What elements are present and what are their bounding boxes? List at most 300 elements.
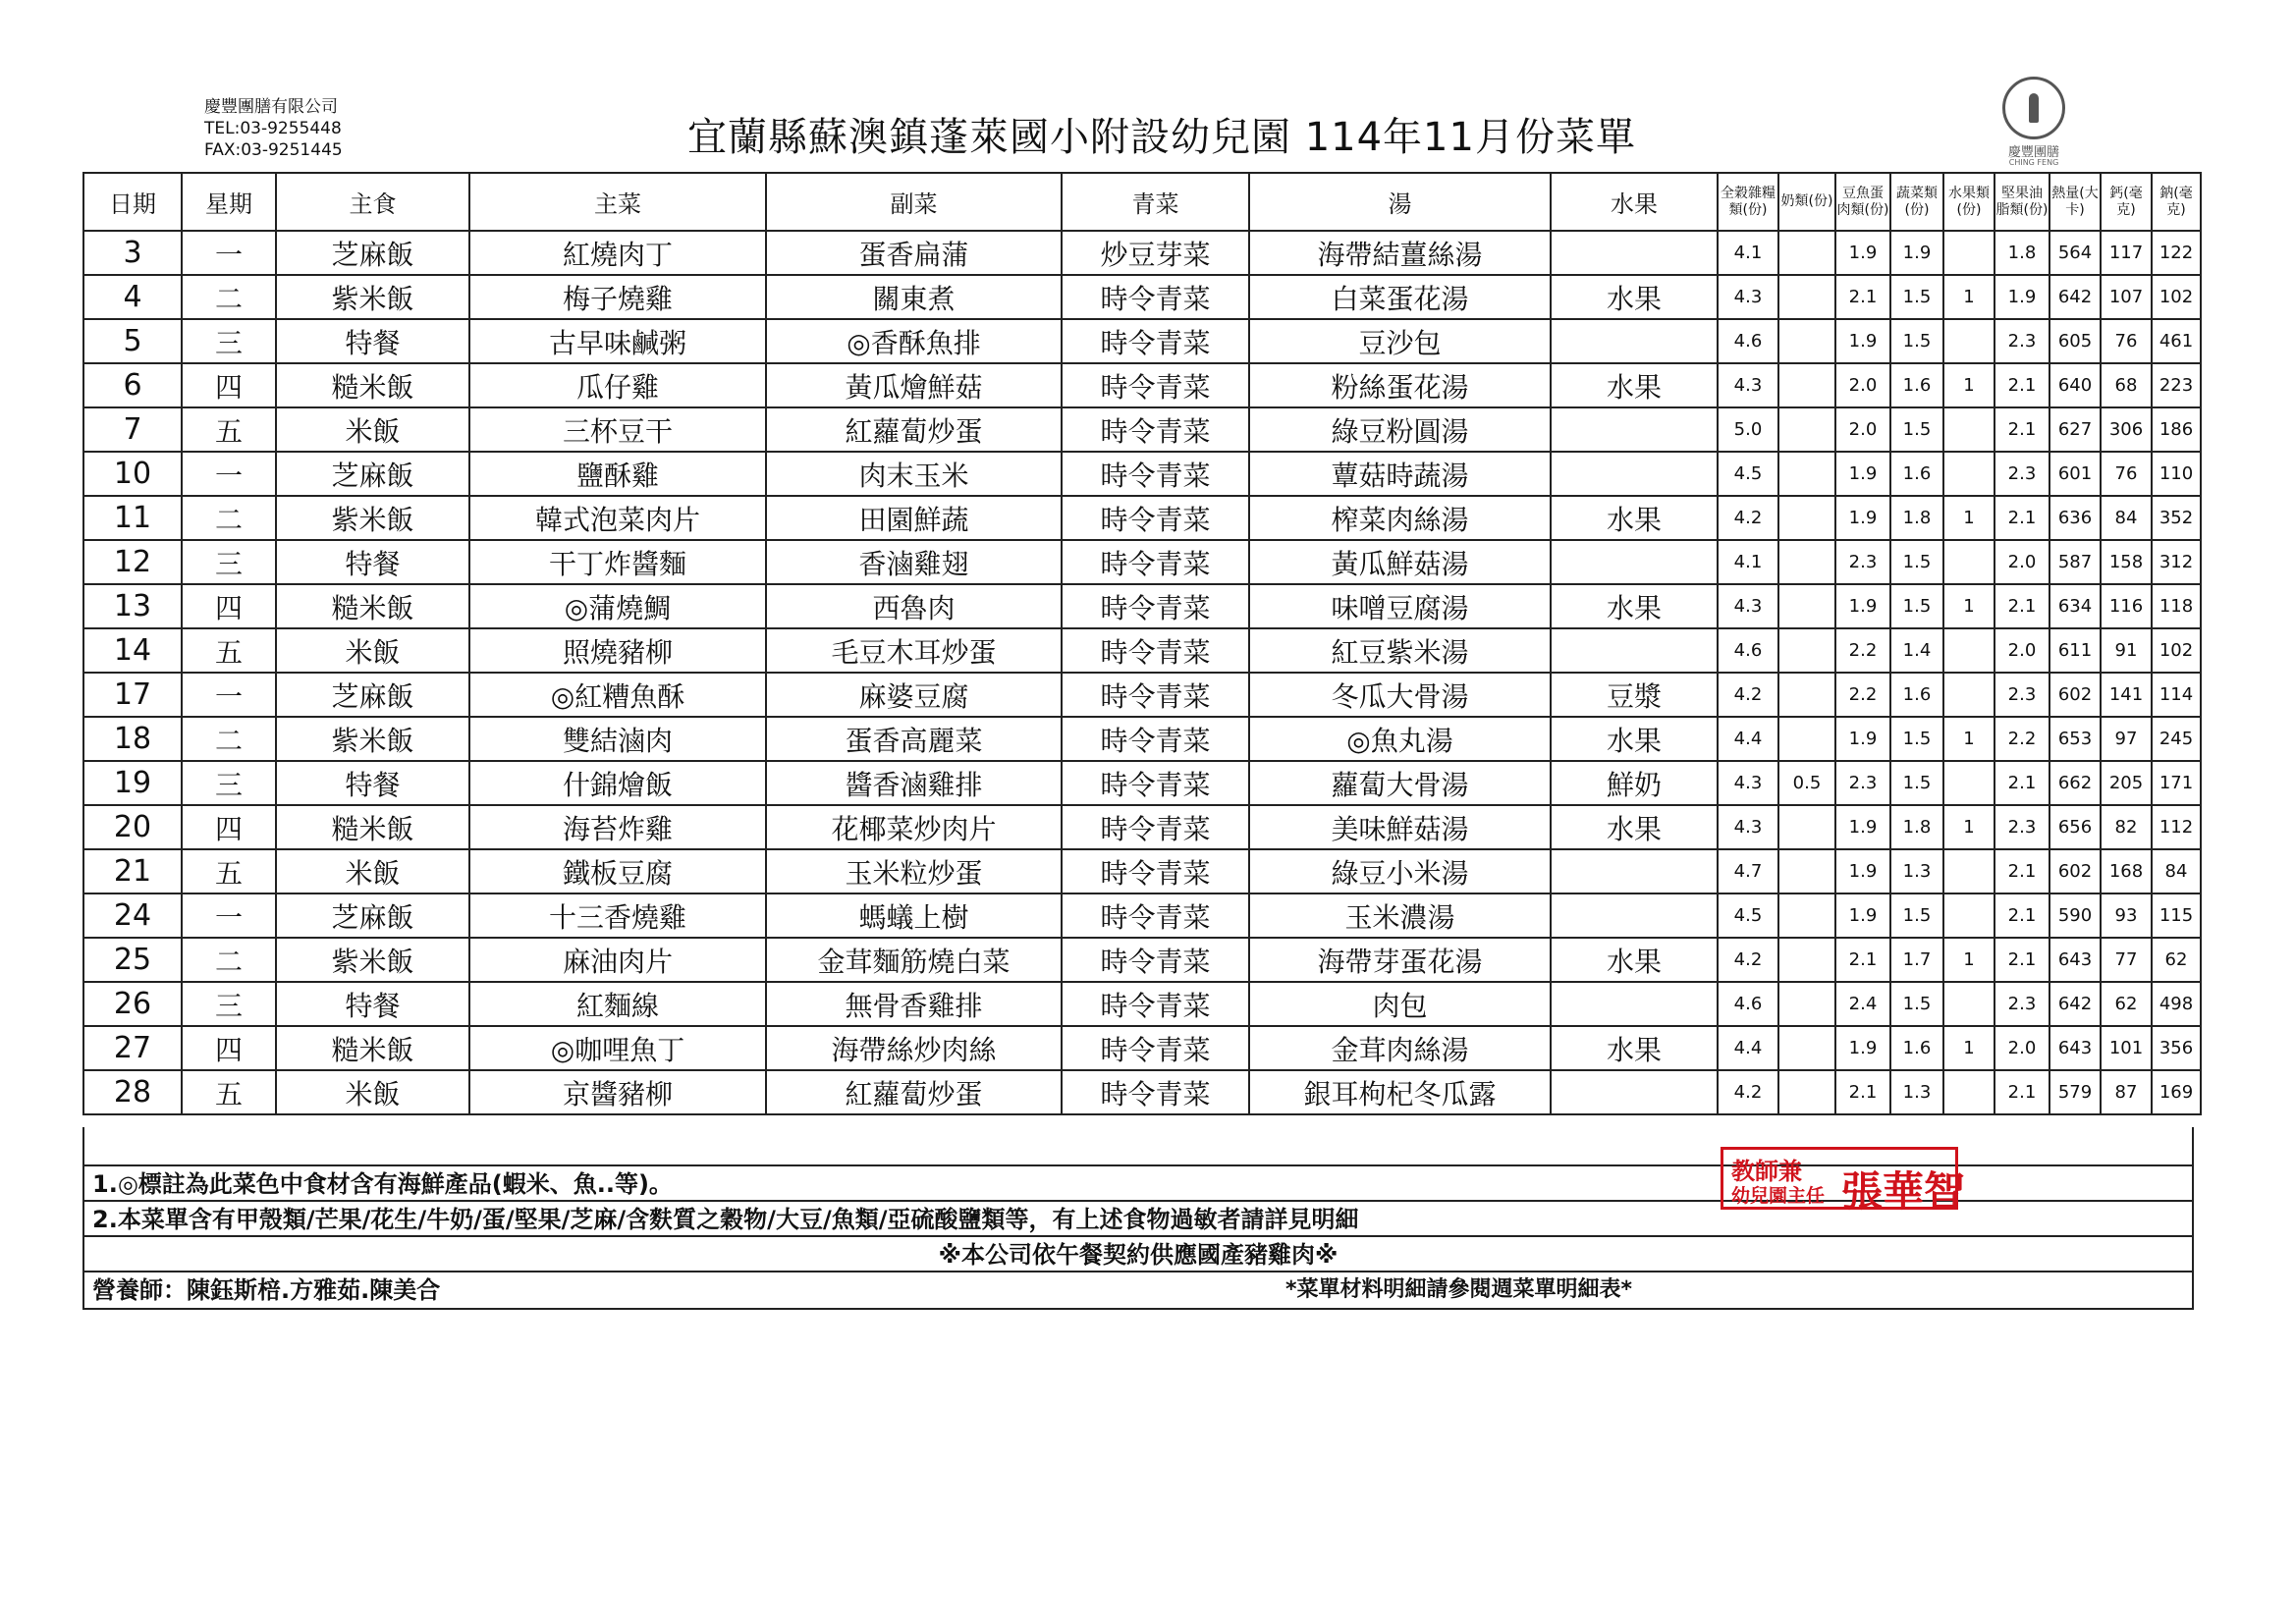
table-row bbox=[83, 363, 2201, 407]
cell-calories: 611 bbox=[2049, 628, 2101, 673]
menu-title: 宜蘭縣蘇澳鎮蓬萊國小附設幼兒園 114年11月份菜單 bbox=[687, 115, 1636, 160]
cell-main-dish: 十三香燒雞 bbox=[469, 893, 766, 938]
cell-oil-nuts: 2.1 bbox=[1994, 849, 2049, 893]
cell-vegetable: 時令青菜 bbox=[1062, 628, 1249, 673]
header-cell: 奶類(份) bbox=[1778, 173, 1835, 231]
cell-protein: 2.0 bbox=[1835, 363, 1890, 407]
cell-date: 26 bbox=[83, 982, 182, 1026]
cell-dairy bbox=[1778, 231, 1835, 275]
cell-oil-nuts: 2.1 bbox=[1994, 584, 2049, 628]
cell-main-dish: 紅燒肉丁 bbox=[469, 231, 766, 275]
cell-veg-servings: 1.8 bbox=[1890, 496, 1943, 540]
logo-subtext: CHING FENG bbox=[2008, 158, 2059, 167]
cell-calories: 642 bbox=[2049, 275, 2101, 319]
table-row bbox=[83, 673, 2201, 717]
cell-dairy bbox=[1778, 1026, 1835, 1070]
cell-sodium: 498 bbox=[2152, 982, 2201, 1026]
cell-side-dish: 香滷雞翅 bbox=[766, 540, 1062, 584]
cell-fruit-servings bbox=[1943, 982, 1994, 1026]
cell-vegetable: 時令青菜 bbox=[1062, 452, 1249, 496]
cell-fruit-servings bbox=[1943, 452, 1994, 496]
cell-calcium: 306 bbox=[2101, 407, 2152, 452]
cell-fruit-servings: 1 bbox=[1943, 584, 1994, 628]
cell-weekday: 二 bbox=[182, 717, 276, 761]
cell-calcium: 117 bbox=[2101, 231, 2152, 275]
cell-grains: 4.3 bbox=[1718, 275, 1778, 319]
cell-staple: 米飯 bbox=[276, 628, 469, 673]
cell-weekday: 三 bbox=[182, 761, 276, 805]
cell-vegetable: 時令青菜 bbox=[1062, 893, 1249, 938]
cell-vegetable: 時令青菜 bbox=[1062, 717, 1249, 761]
cell-weekday: 一 bbox=[182, 673, 276, 717]
header-cell: 熱量(大卡) bbox=[2049, 173, 2101, 231]
cell-sodium: 114 bbox=[2152, 673, 2201, 717]
header-cell: 副菜 bbox=[766, 173, 1062, 231]
cell-side-dish: 肉末玉米 bbox=[766, 452, 1062, 496]
cell-protein: 2.2 bbox=[1835, 628, 1890, 673]
cell-date: 25 bbox=[83, 938, 182, 982]
table-row bbox=[83, 938, 2201, 982]
cell-date: 4 bbox=[83, 275, 182, 319]
cell-side-dish: 螞蟻上樹 bbox=[766, 893, 1062, 938]
cell-date: 24 bbox=[83, 893, 182, 938]
cell-dairy bbox=[1778, 805, 1835, 849]
cell-veg-servings: 1.6 bbox=[1890, 1026, 1943, 1070]
note-allergens: 2.本菜單含有甲殼類/芒果/花生/牛奶/蛋/堅果/芝麻/含麩質之穀物/大豆/魚類/亞硫酸鹽類等，有上述食物過敏者請詳見明細 bbox=[84, 1202, 2192, 1237]
cell-side-dish: ◎香酥魚排 bbox=[766, 319, 1062, 363]
cell-calories: 640 bbox=[2049, 363, 2101, 407]
cell-soup: 粉絲蛋花湯 bbox=[1249, 363, 1551, 407]
cell-oil-nuts: 1.9 bbox=[1994, 275, 2049, 319]
cell-fruit bbox=[1551, 893, 1718, 938]
cell-side-dish: 麻婆豆腐 bbox=[766, 673, 1062, 717]
cell-oil-nuts: 2.2 bbox=[1994, 717, 2049, 761]
cell-fruit-servings bbox=[1943, 540, 1994, 584]
cell-sodium: 62 bbox=[2152, 938, 2201, 982]
cell-vegetable: 時令青菜 bbox=[1062, 407, 1249, 452]
cell-side-dish: 無骨香雞排 bbox=[766, 982, 1062, 1026]
cell-soup: 冬瓜大骨湯 bbox=[1249, 673, 1551, 717]
header-cell: 主菜 bbox=[469, 173, 766, 231]
cell-side-dish: 西魯肉 bbox=[766, 584, 1062, 628]
header-cell: 湯 bbox=[1249, 173, 1551, 231]
company-fax: FAX:03-9251445 bbox=[204, 140, 343, 160]
header-cell: 堅果油脂類(份) bbox=[1994, 173, 2049, 231]
table-row bbox=[83, 231, 2201, 275]
company-info bbox=[204, 96, 343, 161]
cell-soup: 蕈菇時蔬湯 bbox=[1249, 452, 1551, 496]
table-row bbox=[83, 275, 2201, 319]
cell-sodium: 223 bbox=[2152, 363, 2201, 407]
cell-grains: 4.3 bbox=[1718, 761, 1778, 805]
cell-weekday: 一 bbox=[182, 452, 276, 496]
cell-weekday: 三 bbox=[182, 982, 276, 1026]
cell-calcium: 84 bbox=[2101, 496, 2152, 540]
cell-date: 7 bbox=[83, 407, 182, 452]
cell-soup: 銀耳枸杞冬瓜露 bbox=[1249, 1070, 1551, 1114]
cell-grains: 4.2 bbox=[1718, 673, 1778, 717]
cell-main-dish: 干丁炸醬麵 bbox=[469, 540, 766, 584]
header-cell: 鈣(毫克) bbox=[2101, 173, 2152, 231]
cell-staple: 特餐 bbox=[276, 761, 469, 805]
cell-soup: 黃瓜鮮菇湯 bbox=[1249, 540, 1551, 584]
cell-dairy bbox=[1778, 275, 1835, 319]
cell-veg-servings: 1.5 bbox=[1890, 407, 1943, 452]
cell-protein: 2.3 bbox=[1835, 761, 1890, 805]
cell-soup: 海帶結薑絲湯 bbox=[1249, 231, 1551, 275]
cell-fruit-servings bbox=[1943, 1070, 1994, 1114]
cell-sodium: 356 bbox=[2152, 1026, 2201, 1070]
stamp-signature: 張華智 bbox=[1841, 1167, 1966, 1216]
cell-veg-servings: 1.6 bbox=[1890, 673, 1943, 717]
cell-soup: 豆沙包 bbox=[1249, 319, 1551, 363]
cell-oil-nuts: 2.3 bbox=[1994, 982, 2049, 1026]
cell-staple: 米飯 bbox=[276, 849, 469, 893]
cell-calcium: 76 bbox=[2101, 452, 2152, 496]
table-row bbox=[83, 761, 2201, 805]
cell-sodium: 110 bbox=[2152, 452, 2201, 496]
cell-soup: 紅豆紫米湯 bbox=[1249, 628, 1551, 673]
cell-grains: 4.2 bbox=[1718, 938, 1778, 982]
cell-staple: 紫米飯 bbox=[276, 275, 469, 319]
cell-vegetable: 時令青菜 bbox=[1062, 849, 1249, 893]
cell-side-dish: 海帶絲炒肉絲 bbox=[766, 1026, 1062, 1070]
cell-dairy bbox=[1778, 452, 1835, 496]
cell-weekday: 五 bbox=[182, 849, 276, 893]
cell-oil-nuts: 2.0 bbox=[1994, 628, 2049, 673]
table-row bbox=[83, 407, 2201, 452]
cell-calories: 587 bbox=[2049, 540, 2101, 584]
stamp-title: 教師兼 bbox=[1731, 1158, 1802, 1185]
cell-dairy bbox=[1778, 407, 1835, 452]
cell-soup: 金茸肉絲湯 bbox=[1249, 1026, 1551, 1070]
cell-fruit bbox=[1551, 628, 1718, 673]
table-row bbox=[83, 805, 2201, 849]
menu-table bbox=[82, 172, 2202, 1115]
header-cell: 鈉(毫克) bbox=[2152, 173, 2201, 231]
cell-calcium: 77 bbox=[2101, 938, 2152, 982]
cell-calories: 662 bbox=[2049, 761, 2101, 805]
cell-fruit: 豆漿 bbox=[1551, 673, 1718, 717]
cell-staple: 米飯 bbox=[276, 1070, 469, 1114]
cell-veg-servings: 1.6 bbox=[1890, 363, 1943, 407]
cell-veg-servings: 1.5 bbox=[1890, 717, 1943, 761]
cell-staple: 特餐 bbox=[276, 982, 469, 1026]
cell-grains: 4.1 bbox=[1718, 540, 1778, 584]
table-row bbox=[83, 1026, 2201, 1070]
cell-grains: 4.3 bbox=[1718, 584, 1778, 628]
cell-fruit bbox=[1551, 231, 1718, 275]
cell-protein: 1.9 bbox=[1835, 849, 1890, 893]
cell-fruit bbox=[1551, 1070, 1718, 1114]
cell-protein: 2.2 bbox=[1835, 673, 1890, 717]
table-row bbox=[83, 849, 2201, 893]
cell-protein: 1.9 bbox=[1835, 496, 1890, 540]
cell-grains: 4.6 bbox=[1718, 319, 1778, 363]
cell-veg-servings: 1.5 bbox=[1890, 982, 1943, 1026]
cell-weekday: 五 bbox=[182, 407, 276, 452]
cell-main-dish: 三杯豆干 bbox=[469, 407, 766, 452]
cell-fruit: 水果 bbox=[1551, 363, 1718, 407]
cell-main-dish: ◎咖哩魚丁 bbox=[469, 1026, 766, 1070]
cell-veg-servings: 1.5 bbox=[1890, 540, 1943, 584]
cell-calories: 590 bbox=[2049, 893, 2101, 938]
cell-calcium: 168 bbox=[2101, 849, 2152, 893]
cell-main-dish: 古早味鹹粥 bbox=[469, 319, 766, 363]
cell-oil-nuts: 2.1 bbox=[1994, 363, 2049, 407]
cell-staple: 糙米飯 bbox=[276, 363, 469, 407]
cell-vegetable: 時令青菜 bbox=[1062, 805, 1249, 849]
header-cell: 水果 bbox=[1551, 173, 1718, 231]
cell-sodium: 84 bbox=[2152, 849, 2201, 893]
cell-side-dish: 醬香滷雞排 bbox=[766, 761, 1062, 805]
cell-sodium: 245 bbox=[2152, 717, 2201, 761]
cell-protein: 1.9 bbox=[1835, 231, 1890, 275]
cell-staple: 芝麻飯 bbox=[276, 673, 469, 717]
cell-grains: 4.3 bbox=[1718, 363, 1778, 407]
cell-weekday: 四 bbox=[182, 1026, 276, 1070]
cell-oil-nuts: 2.0 bbox=[1994, 1026, 2049, 1070]
cell-main-dish: 瓜仔雞 bbox=[469, 363, 766, 407]
cell-main-dish: 鹽酥雞 bbox=[469, 452, 766, 496]
cell-protein: 2.1 bbox=[1835, 1070, 1890, 1114]
cell-calcium: 93 bbox=[2101, 893, 2152, 938]
cell-veg-servings: 1.9 bbox=[1890, 231, 1943, 275]
cell-side-dish: 金茸麵筋燒白菜 bbox=[766, 938, 1062, 982]
cell-protein: 1.9 bbox=[1835, 717, 1890, 761]
cell-veg-servings: 1.3 bbox=[1890, 849, 1943, 893]
cell-vegetable: 時令青菜 bbox=[1062, 761, 1249, 805]
cell-fruit: 水果 bbox=[1551, 496, 1718, 540]
cell-main-dish: 京醬豬柳 bbox=[469, 1070, 766, 1114]
cell-veg-servings: 1.3 bbox=[1890, 1070, 1943, 1114]
header-cell: 青菜 bbox=[1062, 173, 1249, 231]
cell-grains: 4.3 bbox=[1718, 805, 1778, 849]
cell-sodium: 102 bbox=[2152, 275, 2201, 319]
cell-soup: 肉包 bbox=[1249, 982, 1551, 1026]
cell-date: 10 bbox=[83, 452, 182, 496]
cell-calcium: 87 bbox=[2101, 1070, 2152, 1114]
cell-staple: 芝麻飯 bbox=[276, 231, 469, 275]
cell-date: 5 bbox=[83, 319, 182, 363]
table-row bbox=[83, 540, 2201, 584]
cell-sodium: 115 bbox=[2152, 893, 2201, 938]
header-cell: 日期 bbox=[83, 173, 182, 231]
cell-grains: 4.5 bbox=[1718, 893, 1778, 938]
cell-veg-servings: 1.5 bbox=[1890, 761, 1943, 805]
table-row bbox=[83, 717, 2201, 761]
cell-vegetable: 時令青菜 bbox=[1062, 540, 1249, 584]
cell-fruit bbox=[1551, 452, 1718, 496]
cell-soup: 美味鮮菇湯 bbox=[1249, 805, 1551, 849]
cell-date: 3 bbox=[83, 231, 182, 275]
cell-sodium: 352 bbox=[2152, 496, 2201, 540]
cell-weekday: 三 bbox=[182, 319, 276, 363]
cell-soup: 玉米濃湯 bbox=[1249, 893, 1551, 938]
cell-date: 6 bbox=[83, 363, 182, 407]
cell-protein: 1.9 bbox=[1835, 1026, 1890, 1070]
cell-dairy bbox=[1778, 319, 1835, 363]
cell-side-dish: 關東煮 bbox=[766, 275, 1062, 319]
cell-oil-nuts: 2.1 bbox=[1994, 407, 2049, 452]
cell-main-dish: 鐵板豆腐 bbox=[469, 849, 766, 893]
cell-fruit-servings bbox=[1943, 628, 1994, 673]
cell-staple: 特餐 bbox=[276, 319, 469, 363]
cell-fruit-servings bbox=[1943, 849, 1994, 893]
cell-calories: 602 bbox=[2049, 849, 2101, 893]
cell-weekday: 三 bbox=[182, 540, 276, 584]
cell-calcium: 97 bbox=[2101, 717, 2152, 761]
cell-calories: 601 bbox=[2049, 452, 2101, 496]
cell-main-dish: 雙結滷肉 bbox=[469, 717, 766, 761]
cell-vegetable: 時令青菜 bbox=[1062, 319, 1249, 363]
cell-side-dish: 蛋香高麗菜 bbox=[766, 717, 1062, 761]
cell-weekday: 二 bbox=[182, 275, 276, 319]
table-row bbox=[83, 893, 2201, 938]
cell-main-dish: 什錦燴飯 bbox=[469, 761, 766, 805]
cell-grains: 4.2 bbox=[1718, 496, 1778, 540]
cell-dairy bbox=[1778, 363, 1835, 407]
cell-dairy bbox=[1778, 1070, 1835, 1114]
cell-staple: 特餐 bbox=[276, 540, 469, 584]
cell-soup: 海帶芽蛋花湯 bbox=[1249, 938, 1551, 982]
detail-note: *菜單材料明細請參閱週菜單明細表* bbox=[1284, 1277, 1632, 1302]
cell-fruit-servings: 1 bbox=[1943, 1026, 1994, 1070]
cell-soup: 味噌豆腐湯 bbox=[1249, 584, 1551, 628]
cell-calories: 656 bbox=[2049, 805, 2101, 849]
cell-soup: ◎魚丸湯 bbox=[1249, 717, 1551, 761]
cell-oil-nuts: 2.1 bbox=[1994, 893, 2049, 938]
cell-weekday: 五 bbox=[182, 1070, 276, 1114]
cell-dairy: 0.5 bbox=[1778, 761, 1835, 805]
cell-veg-servings: 1.4 bbox=[1890, 628, 1943, 673]
cell-main-dish: 麻油肉片 bbox=[469, 938, 766, 982]
cell-weekday: 四 bbox=[182, 805, 276, 849]
cell-fruit-servings bbox=[1943, 893, 1994, 938]
cell-veg-servings: 1.6 bbox=[1890, 452, 1943, 496]
cell-protein: 1.9 bbox=[1835, 893, 1890, 938]
cell-calcium: 82 bbox=[2101, 805, 2152, 849]
cell-fruit-servings: 1 bbox=[1943, 363, 1994, 407]
cell-vegetable: 時令青菜 bbox=[1062, 275, 1249, 319]
footer-line bbox=[84, 1272, 2192, 1308]
cell-calories: 642 bbox=[2049, 982, 2101, 1026]
cell-grains: 5.0 bbox=[1718, 407, 1778, 452]
cell-calories: 636 bbox=[2049, 496, 2101, 540]
cell-soup: 綠豆小米湯 bbox=[1249, 849, 1551, 893]
company-logo bbox=[1992, 77, 2076, 167]
cell-staple: 紫米飯 bbox=[276, 938, 469, 982]
cell-veg-servings: 1.7 bbox=[1890, 938, 1943, 982]
cell-side-dish: 蛋香扁蒲 bbox=[766, 231, 1062, 275]
cell-date: 27 bbox=[83, 1026, 182, 1070]
cell-dairy bbox=[1778, 893, 1835, 938]
cell-main-dish: 海苔炸雞 bbox=[469, 805, 766, 849]
cell-soup: 綠豆粉圓湯 bbox=[1249, 407, 1551, 452]
cell-fruit bbox=[1551, 319, 1718, 363]
cell-fruit: 水果 bbox=[1551, 805, 1718, 849]
cell-weekday: 四 bbox=[182, 363, 276, 407]
table-row bbox=[83, 1070, 2201, 1114]
cell-staple: 糙米飯 bbox=[276, 584, 469, 628]
cell-vegetable: 時令青菜 bbox=[1062, 938, 1249, 982]
company-tel: TEL:03-9255448 bbox=[204, 119, 342, 138]
cell-calories: 627 bbox=[2049, 407, 2101, 452]
table-row bbox=[83, 584, 2201, 628]
cell-main-dish: 梅子燒雞 bbox=[469, 275, 766, 319]
cell-staple: 糙米飯 bbox=[276, 1026, 469, 1070]
cell-fruit-servings bbox=[1943, 673, 1994, 717]
cell-oil-nuts: 2.1 bbox=[1994, 938, 2049, 982]
cell-side-dish: 毛豆木耳炒蛋 bbox=[766, 628, 1062, 673]
cell-vegetable: 時令青菜 bbox=[1062, 496, 1249, 540]
cell-oil-nuts: 2.3 bbox=[1994, 452, 2049, 496]
cell-fruit: 水果 bbox=[1551, 1026, 1718, 1070]
cell-fruit bbox=[1551, 849, 1718, 893]
cell-main-dish: 韓式泡菜肉片 bbox=[469, 496, 766, 540]
cell-main-dish: 照燒豬柳 bbox=[469, 628, 766, 673]
cell-sodium: 312 bbox=[2152, 540, 2201, 584]
cell-fruit-servings: 1 bbox=[1943, 938, 1994, 982]
cell-grains: 4.5 bbox=[1718, 452, 1778, 496]
cell-weekday: 一 bbox=[182, 893, 276, 938]
cell-dairy bbox=[1778, 849, 1835, 893]
cell-fruit bbox=[1551, 982, 1718, 1026]
cell-sodium: 461 bbox=[2152, 319, 2201, 363]
cell-veg-servings: 1.5 bbox=[1890, 893, 1943, 938]
cell-sodium: 112 bbox=[2152, 805, 2201, 849]
header-cell: 蔬菜類(份) bbox=[1890, 173, 1943, 231]
cell-fruit: 水果 bbox=[1551, 584, 1718, 628]
cell-date: 18 bbox=[83, 717, 182, 761]
table-row bbox=[83, 319, 2201, 363]
note-contract: ※本公司依午餐契約供應國產豬雞肉※ bbox=[84, 1237, 2192, 1272]
cell-date: 28 bbox=[83, 1070, 182, 1114]
cell-calories: 634 bbox=[2049, 584, 2101, 628]
cell-date: 13 bbox=[83, 584, 182, 628]
cell-dairy bbox=[1778, 540, 1835, 584]
cell-protein: 2.1 bbox=[1835, 275, 1890, 319]
cell-dairy bbox=[1778, 584, 1835, 628]
cell-veg-servings: 1.5 bbox=[1890, 319, 1943, 363]
table-row bbox=[83, 496, 2201, 540]
cell-grains: 4.1 bbox=[1718, 231, 1778, 275]
cell-calories: 643 bbox=[2049, 1026, 2101, 1070]
cell-protein: 2.1 bbox=[1835, 938, 1890, 982]
cell-vegetable: 時令青菜 bbox=[1062, 982, 1249, 1026]
cell-calories: 643 bbox=[2049, 938, 2101, 982]
cell-calcium: 205 bbox=[2101, 761, 2152, 805]
cell-sodium: 102 bbox=[2152, 628, 2201, 673]
cell-calcium: 68 bbox=[2101, 363, 2152, 407]
cell-protein: 1.9 bbox=[1835, 452, 1890, 496]
cell-sodium: 186 bbox=[2152, 407, 2201, 452]
cell-protein: 2.3 bbox=[1835, 540, 1890, 584]
header-cell: 豆魚蛋肉類(份) bbox=[1835, 173, 1890, 231]
cell-date: 11 bbox=[83, 496, 182, 540]
cell-calcium: 62 bbox=[2101, 982, 2152, 1026]
cell-staple: 紫米飯 bbox=[276, 496, 469, 540]
cell-oil-nuts: 1.8 bbox=[1994, 231, 2049, 275]
note-seafood: 1.◎標註為此菜色中食材含有海鮮產品(蝦米、魚..等)。 bbox=[84, 1166, 2192, 1202]
cell-veg-servings: 1.5 bbox=[1890, 584, 1943, 628]
cell-side-dish: 花椰菜炒肉片 bbox=[766, 805, 1062, 849]
cell-sodium: 169 bbox=[2152, 1070, 2201, 1114]
cell-protein: 1.9 bbox=[1835, 319, 1890, 363]
cell-weekday: 四 bbox=[182, 584, 276, 628]
cell-soup: 蘿蔔大骨湯 bbox=[1249, 761, 1551, 805]
cell-protein: 2.0 bbox=[1835, 407, 1890, 452]
